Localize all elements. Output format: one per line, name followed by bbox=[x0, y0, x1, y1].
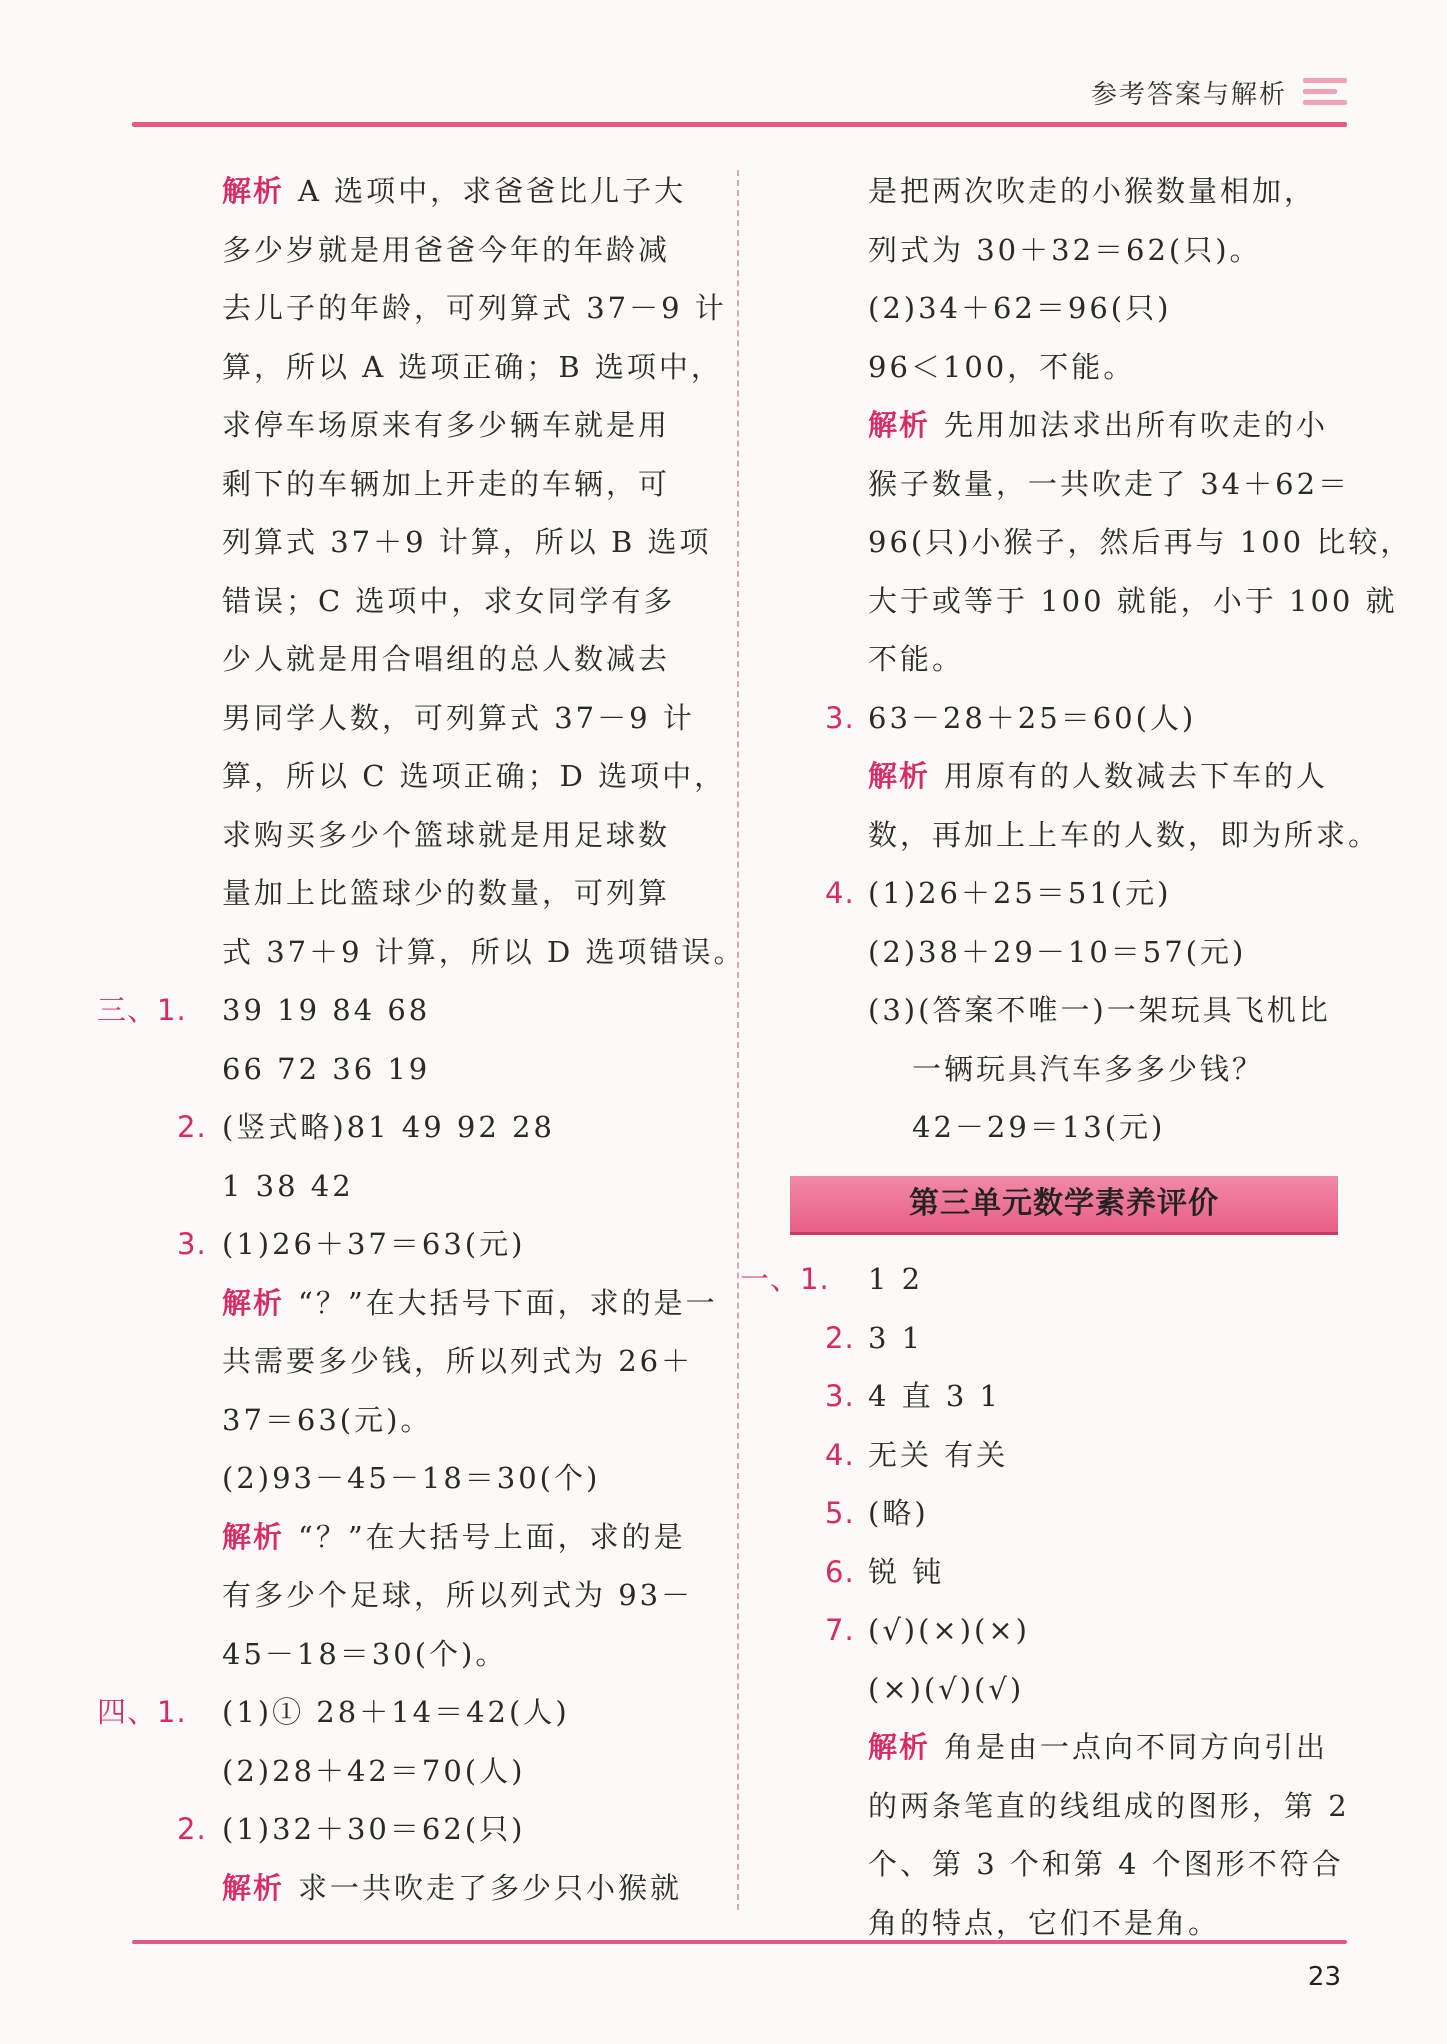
answer-line: (×)(√)(√) bbox=[868, 1671, 1025, 1706]
answer-line: 66 72 36 19 bbox=[222, 1051, 431, 1086]
question-number: 3. bbox=[825, 700, 855, 735]
answer-line: 4. 无关 有关 bbox=[825, 1426, 1340, 1485]
answer-line: 3. 63－28＋25＝60(人) bbox=[825, 689, 1340, 748]
explanation-line: 解析 A 选项中，求爸爸比儿子大 bbox=[222, 174, 687, 208]
explanation-line: 多少岁就是用爸爸今年的年龄减 bbox=[222, 232, 671, 267]
section-label: 三、 bbox=[96, 993, 157, 1027]
explanation-line: 解析 先用加法求出所有吹走的小 bbox=[868, 408, 1329, 442]
section-label: 一、 bbox=[739, 1262, 800, 1296]
explanation-line: 式 37＋9 计算，所以 D 选项错误。 bbox=[222, 934, 746, 969]
explanation-line: 的两条笔直的线组成的图形，第 2 bbox=[868, 1788, 1350, 1823]
answer-line: (2)38＋29－10＝57(元) bbox=[868, 934, 1247, 969]
header-rule bbox=[132, 122, 1347, 127]
explanation-label: 解析 bbox=[222, 174, 285, 208]
explanation-line: 45－18＝30(个)。 bbox=[222, 1636, 508, 1671]
answer-line: 四、1. (1)① 28＋14＝42(人) bbox=[87, 1683, 712, 1742]
explanation-line: 求购买多少个篮球就是用足球数 bbox=[222, 817, 671, 852]
explanation-line: 解析 用原有的人数减去下车的人 bbox=[868, 759, 1329, 793]
question-number: 7. bbox=[825, 1613, 855, 1647]
answer-line: 3. (1)26＋37＝63(元) bbox=[177, 1215, 712, 1274]
column-divider bbox=[737, 170, 739, 1910]
explanation-line: 大于或等于 100 就能，小于 100 就 bbox=[868, 583, 1398, 618]
right-column bbox=[780, 162, 1413, 1157]
right-column-lower bbox=[739, 1250, 1350, 1952]
explanation-label: 解析 bbox=[868, 1730, 931, 1764]
explanation-line: 量加上比篮球少的数量，可列算 bbox=[222, 876, 671, 910]
explanation-line: 解析 求一共吹走了多少只小猴就 bbox=[222, 1870, 683, 1905]
explanation-label: 解析 bbox=[222, 1519, 285, 1554]
answer-line: (3)(答案不唯一)一架玩具飞机比 bbox=[868, 993, 1331, 1027]
header-title: 参考答案与解析 bbox=[1090, 80, 1287, 110]
explanation-line: 37＝63(元)。 bbox=[222, 1402, 433, 1437]
explanation-line: 解析 “？”在大括号上面，求的是 bbox=[222, 1519, 686, 1554]
answer-line: (2)28＋42＝70(人) bbox=[222, 1753, 526, 1788]
answer-line: 一、1. 1 2 bbox=[735, 1250, 1340, 1309]
answer-line: 是把两次吹走的小猴数量相加， bbox=[868, 174, 1317, 208]
answer-line: 一辆玩具汽车多多少钱？ bbox=[912, 1051, 1265, 1086]
question-number: 5. bbox=[825, 1496, 855, 1530]
answer-line: 3. 4 直 3 1 bbox=[825, 1367, 1340, 1426]
footer-rule bbox=[132, 1940, 1347, 1944]
question-number: 3. bbox=[177, 1227, 207, 1261]
explanation-line: 共需要多少钱，所以列式为 26＋ bbox=[222, 1344, 694, 1378]
explanation-line: 算，所以 C 选项正确；D 选项中， bbox=[222, 759, 727, 793]
left-column bbox=[96, 162, 746, 1917]
answer-line: 1 38 42 bbox=[222, 1168, 354, 1203]
explanation-line: 男同学人数，可列算式 37－9 计 bbox=[222, 700, 695, 735]
explanation-line: 解析 角是由一点向不同方向引出 bbox=[868, 1730, 1329, 1764]
explanation-line: 数，再加上上车的人数，即为所求。 bbox=[868, 817, 1381, 852]
explanation-line: 个、第 3 个和第 4 个图形不符合 bbox=[868, 1847, 1344, 1881]
answer-line: 6. 锐 钝 bbox=[825, 1543, 1340, 1602]
answer-line: 7. (√)(×)(×) bbox=[825, 1601, 1340, 1660]
explanation-line: 去儿子的年龄，可列算式 37－9 计 bbox=[222, 291, 727, 325]
explanation-line: 求停车场原来有多少辆车就是用 bbox=[222, 408, 671, 442]
answer-line: 42－29＝13(元) bbox=[912, 1110, 1166, 1144]
question-number: 2. bbox=[177, 1110, 207, 1144]
explanation-line: 角的特点，它们不是角。 bbox=[868, 1905, 1221, 1940]
question-number: 4. bbox=[825, 876, 855, 910]
answer-line: 5. (略) bbox=[825, 1484, 1340, 1543]
menu-stripes-icon bbox=[1303, 78, 1347, 122]
question-number: 2. bbox=[177, 1812, 207, 1846]
explanation-line: 96(只)小猴子，然后再与 100 比较， bbox=[868, 525, 1413, 559]
explanation-line: 猴子数量，一共吹走了 34＋62＝ bbox=[868, 466, 1351, 501]
page-number: 23 bbox=[1307, 1962, 1341, 1992]
question-number: 3. bbox=[825, 1379, 855, 1413]
explanation-label: 解析 bbox=[868, 759, 931, 793]
explanation-line: 少人就是用合唱组的总人数减去 bbox=[222, 642, 671, 676]
explanation-line: 错误；C 选项中，求女同学有多 bbox=[222, 583, 676, 618]
explanation-line: 解析 “？”在大括号下面，求的是一 bbox=[222, 1285, 718, 1320]
explanation-line: 有多少个足球，所以列式为 93－ bbox=[222, 1578, 694, 1612]
answer-line: 2. (竖式略)81 49 92 28 bbox=[177, 1098, 712, 1157]
unit-assessment-banner: 第三单元数学素养评价 bbox=[790, 1176, 1338, 1235]
explanation-line: 剩下的车辆加上开走的车辆，可 bbox=[222, 466, 671, 501]
question-number: 1. bbox=[157, 1695, 187, 1729]
question-number: 2. bbox=[825, 1320, 855, 1355]
explanation-label: 解析 bbox=[868, 408, 931, 442]
answer-line: (2)34＋62＝96(只) bbox=[868, 291, 1172, 325]
answer-line: 4. (1)26＋25＝51(元) bbox=[825, 864, 1340, 923]
question-number: 1. bbox=[800, 1262, 830, 1296]
explanation-line: 列算式 37＋9 计算，所以 B 选项 bbox=[222, 525, 712, 559]
answer-line: 2. (1)32＋30＝62(只) bbox=[177, 1800, 712, 1859]
explanation-label: 解析 bbox=[222, 1285, 285, 1320]
answer-line: 三、1. 39 19 84 68 bbox=[87, 981, 712, 1040]
explanation-line: 不能。 bbox=[868, 642, 965, 676]
question-number: 6. bbox=[825, 1554, 855, 1589]
answer-line: (2)93－45－18＝30(个) bbox=[222, 1461, 601, 1495]
section-label: 四、 bbox=[96, 1695, 157, 1729]
answer-line: 2. 3 1 bbox=[825, 1309, 1340, 1368]
question-number: 1. bbox=[157, 993, 187, 1027]
explanation-label: 解析 bbox=[222, 1870, 285, 1905]
question-number: 4. bbox=[825, 1437, 855, 1472]
answer-line: 列式为 30＋32＝62(只)。 bbox=[868, 232, 1262, 267]
answer-line: 96＜100，不能。 bbox=[868, 349, 1136, 384]
explanation-line: 算，所以 A 选项正确；B 选项中， bbox=[222, 349, 723, 384]
